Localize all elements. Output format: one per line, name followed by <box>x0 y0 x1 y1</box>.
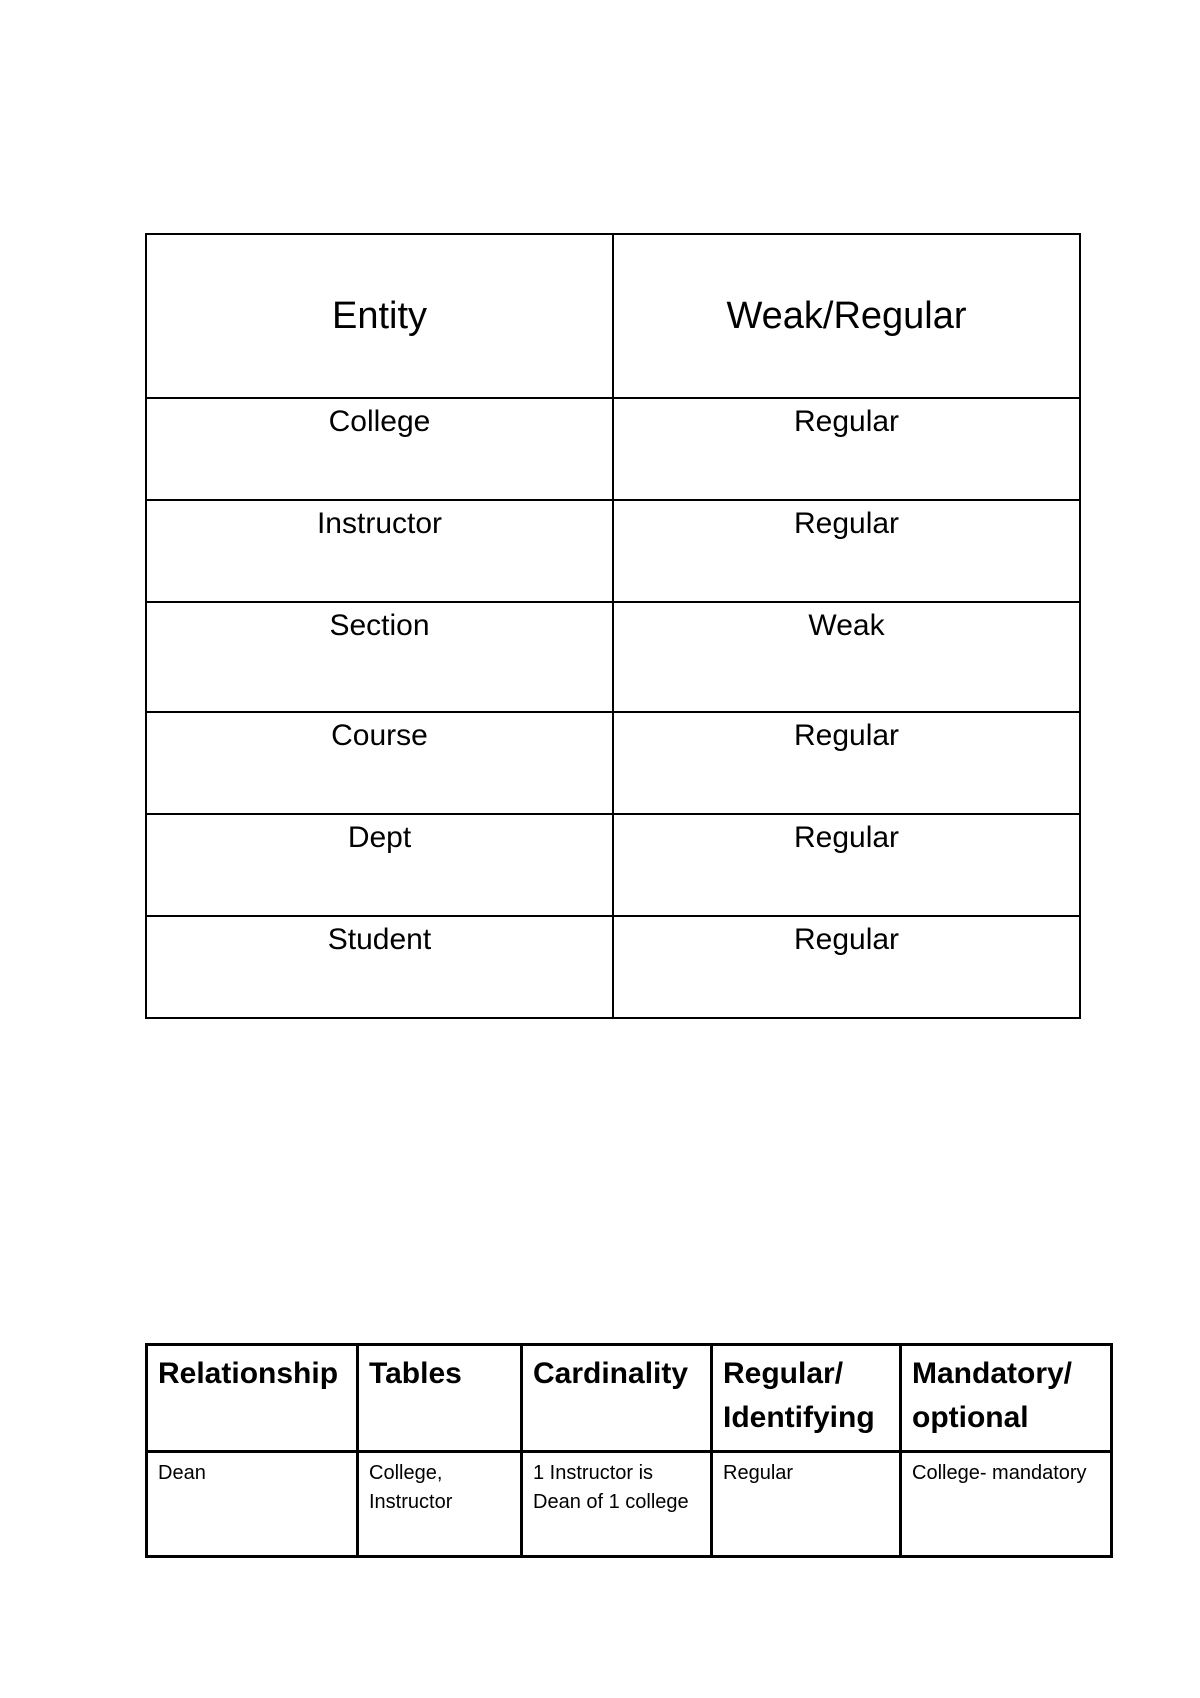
relationship-table <box>145 1343 1113 1558</box>
entity-cell: College <box>146 398 613 500</box>
table-row <box>146 398 1080 500</box>
weak-regular-header: Weak/Regular <box>613 234 1080 398</box>
entity-cell: Student <box>146 916 613 1018</box>
entity-cell: Section <box>146 602 613 712</box>
mandatory-optional-header: Mandatory/ optional <box>901 1345 1112 1452</box>
cardinality-header: Cardinality <box>522 1345 712 1452</box>
entity-cell: Course <box>146 712 613 814</box>
table-row <box>146 712 1080 814</box>
tables-cell: College, Instructor <box>358 1452 522 1557</box>
mandatory-optional-cell: College- mandatory <box>901 1452 1112 1557</box>
entity-cell: Dept <box>146 814 613 916</box>
type-cell: Regular <box>613 814 1080 916</box>
entity-cell: Instructor <box>146 500 613 602</box>
entity-table-header-row <box>146 234 1080 398</box>
cardinality-cell: 1 Instructor is Dean of 1 college <box>522 1452 712 1557</box>
type-cell: Regular <box>613 712 1080 814</box>
type-cell: Weak <box>613 602 1080 712</box>
entity-table <box>145 233 1081 1019</box>
entity-header: Entity <box>146 234 613 398</box>
regular-identifying-header: Regular/ Identifying <box>712 1345 901 1452</box>
table-row <box>147 1452 1112 1557</box>
relationship-cell: Dean <box>147 1452 358 1557</box>
table-row <box>146 916 1080 1018</box>
relationship-header: Relationship <box>147 1345 358 1452</box>
table-row <box>146 500 1080 602</box>
table-row <box>146 814 1080 916</box>
regular-identifying-cell: Regular <box>712 1452 901 1557</box>
table-row <box>146 602 1080 712</box>
tables-header: Tables <box>358 1345 522 1452</box>
type-cell: Regular <box>613 916 1080 1018</box>
type-cell: Regular <box>613 500 1080 602</box>
type-cell: Regular <box>613 398 1080 500</box>
relationship-table-header-row <box>147 1345 1112 1452</box>
